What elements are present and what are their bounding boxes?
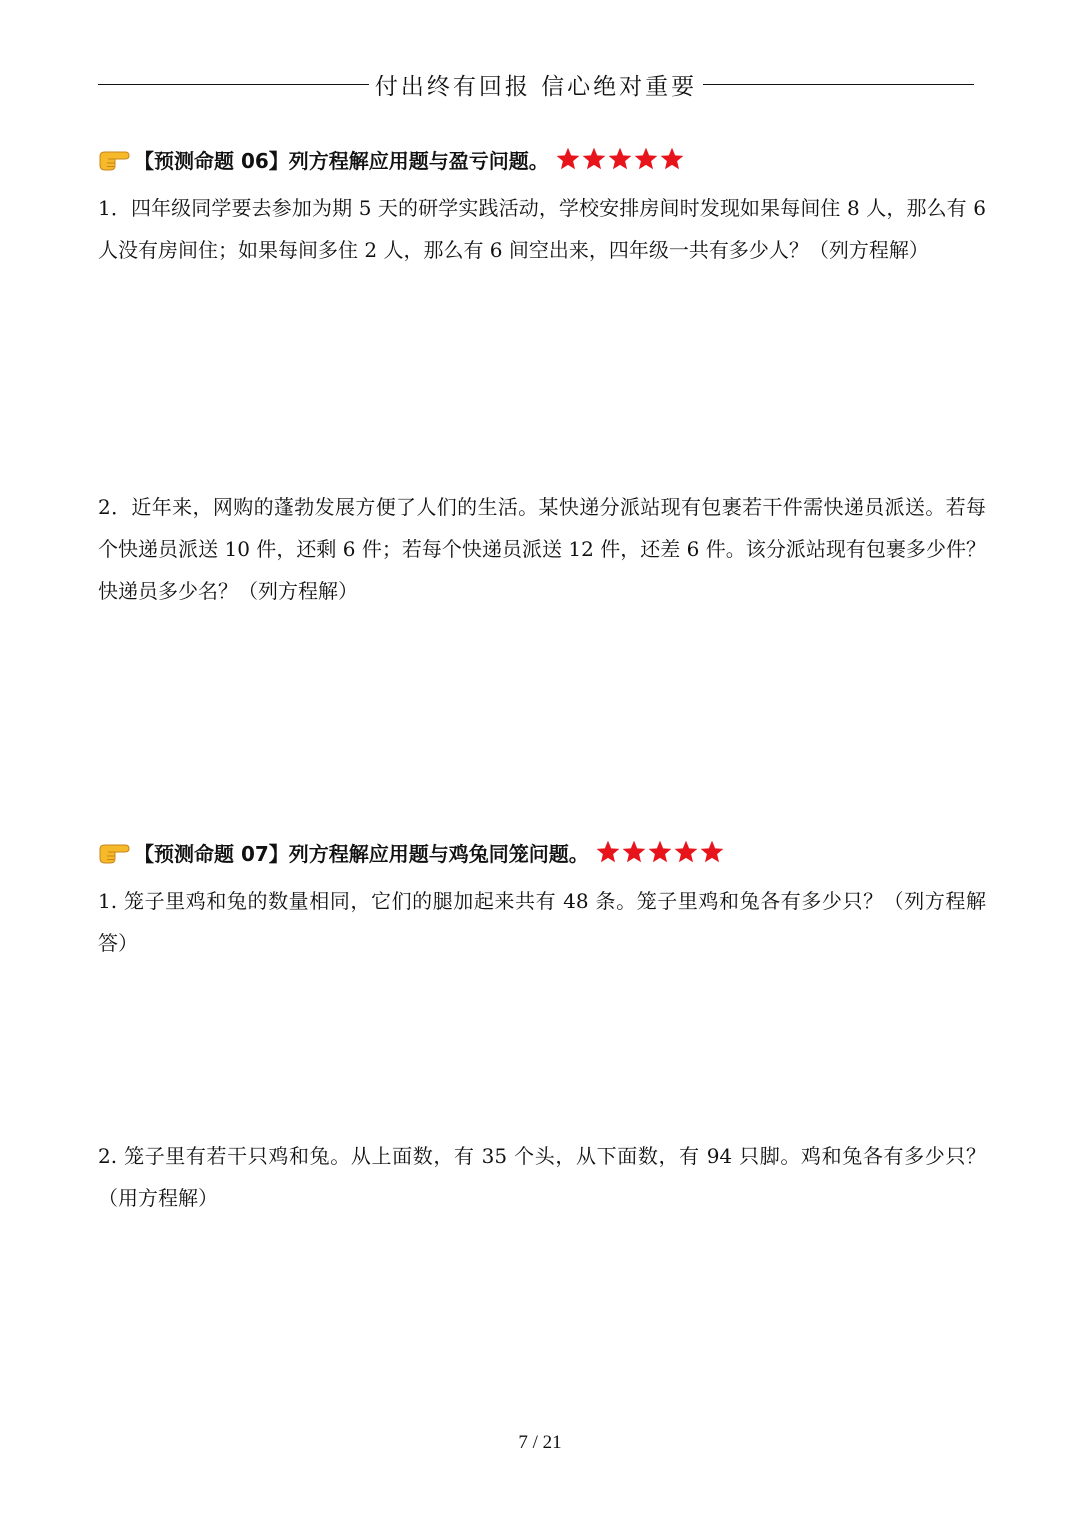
question-06-2: 2．近年来，网购的蓬勃发展方便了人们的生活。某快递分派站现有包裹若干件需快递员派送。若每个快递员派送 10 件，还剩 6 件；若每个快递员派送 12 件，还差 6 件。该分派站现有包裹多少件？快递员多少名？（列方程解） (98, 495, 986, 603)
header-rule-left (98, 84, 369, 85)
question-06-1: 1．四年级同学要去参加为期 5 天的研学实践活动，学校安排房间时发现如果每间住 8 人，那么有 6 人没有房间住；如果每间多住 2 人，那么有 6 间空出来，四年级一共有多少人？（列方程解） (98, 196, 986, 262)
star-icon (659, 146, 685, 172)
section-title-text: 【预测命题 06】列方程解应用题与盈亏问题。 (134, 148, 549, 173)
star-icon (699, 839, 725, 865)
pointing-hand-icon (98, 839, 132, 865)
question-07-2: 2. 笼子里有若干只鸡和兔。从上面数，有 35 个头，从下面数，有 94 只脚。鸡和兔各有多少只？（用方程解） (98, 1144, 986, 1210)
section-title-07 (98, 834, 725, 870)
star-icon (647, 839, 673, 865)
pointing-hand-icon (98, 146, 132, 172)
star-icon (633, 146, 659, 172)
star-icon (555, 146, 581, 172)
star-icon (621, 839, 647, 865)
star-icon (581, 146, 607, 172)
difficulty-stars (555, 146, 685, 172)
page-number: 7 / 21 (518, 1432, 562, 1453)
star-icon (607, 146, 633, 172)
header-rule-right (703, 84, 974, 85)
header-motto: 付出终有回报 信心绝对重要 (374, 73, 698, 100)
section-title-text: 【预测命题 07】列方程解应用题与鸡兔同笼问题。 (134, 841, 589, 866)
section-title-06 (98, 141, 685, 177)
page-header (98, 64, 974, 104)
difficulty-stars (595, 839, 725, 865)
star-icon (673, 839, 699, 865)
question-07-1: 1. 笼子里鸡和兔的数量相同，它们的腿加起来共有 48 条。笼子里鸡和兔各有多少只？（列方程解答） (98, 889, 986, 955)
star-icon (595, 839, 621, 865)
